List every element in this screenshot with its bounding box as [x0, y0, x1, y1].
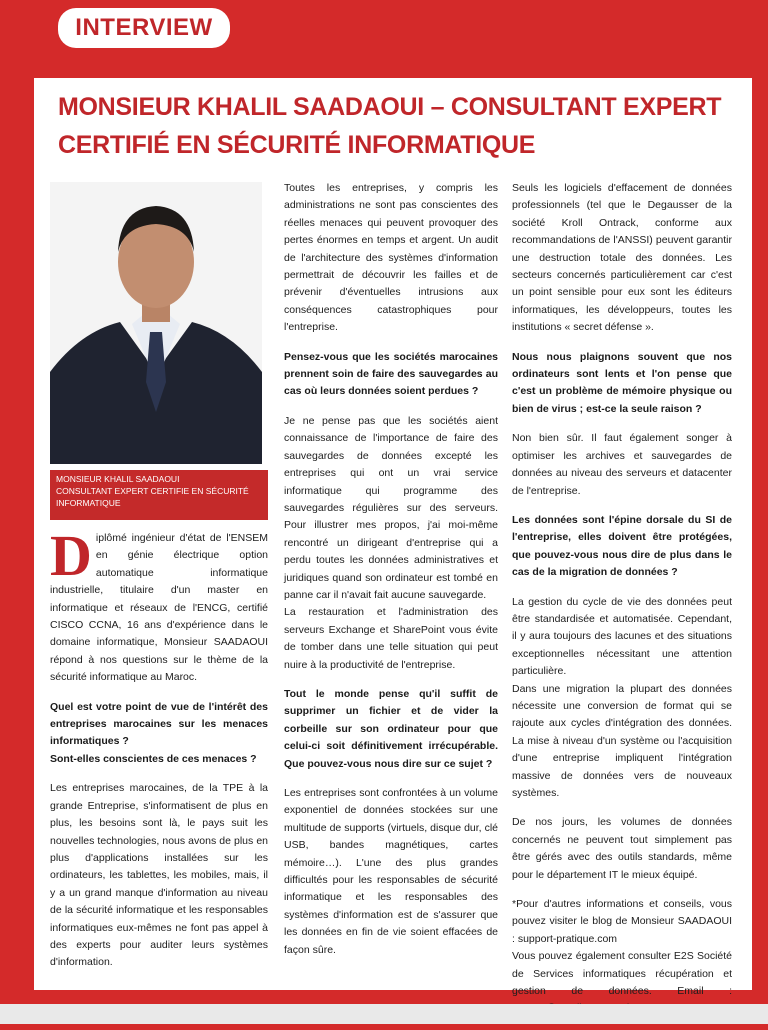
footer-contact: Vous pouvez également consulter E2S Société de Services informatiques récupération et gestion de données. Email :: [512, 950, 732, 998]
question-4: Nous nous plaignons souvent que nos ordinateurs sont lents et l'on pense que c'est un problème de mémoire physique ou bien de virus ; est-ce la seule raison ?: [512, 350, 732, 415]
column-3: [512, 180, 732, 1030]
answer-5b: Dans une migration la plupart des données nécessite une conversion de format qui se rajoute aux cycles d'intégration des données. La mise à niveau d'un système ou l'acquisition d'une entreprise impliquent l'intégration massive de données vers de nouveaux systèmes.: [512, 682, 732, 799]
section-tab: [58, 8, 230, 48]
question-2: Pensez-vous que les sociétés marocaines prennent soin de faire des sauvegardes au cas où leurs données soient perdues ?: [284, 350, 498, 398]
answer-1: Les entreprises marocaines, de la TPE à la grande Entreprise, s'informatisent de plus en plus, les besoins sont là, le pays suit les nouvelles technologies, nous avons de plus en plus d'applications installées sur les ordinateurs, les tablettes, les mobiles, mais, il y a un grand manque d'information au niveau de la sécurité informatique et les responsables informatiques eux-mêmes ne font pas appel à des experts pour auditer leurs systèmes d'information.: [50, 782, 268, 969]
question-1b: Sont-elles conscientes de ces menaces ?: [50, 752, 257, 765]
intro-paragraph: [50, 523, 268, 687]
answer-5: La gestion du cycle de vie des données peut être standardisée et automatisée. Cependant, il y aura toujours des lacunes et des situations exceptionnelles nécessitant une attention particulière.: [512, 595, 732, 678]
column-1: [50, 523, 268, 984]
photo-caption: [50, 470, 268, 520]
answer-4: Non bien sûr. Il faut également songer à optimiser les archives et sauvegardes de données au niveau des serveurs et datacenter de l'entreprise.: [512, 432, 732, 497]
answer-1b: Toutes les entreprises, y compris les administrations ne sont pas conscientes des réelles menaces qui peuvent provoquer des pertes énormes en temps et argent. Un audit de l'architecture des systèmes d'information permettrait de découvrir les failles et de prévenir d'éventuelles intrusions aux conséquences catastrophiques pour l'entreprise.: [284, 182, 498, 334]
section-tab-label: INTERVIEW: [75, 14, 213, 41]
article-title: [58, 88, 738, 164]
question-5: Les données sont l'épine dorsale du SI de l'entreprise, elles doivent être protégées, que pouvez-vous nous dire de plus dans le cas de la migration de données ?: [512, 513, 732, 579]
portrait-illustration: [50, 182, 262, 464]
answer-3b: Seuls les logiciels d'effacement de données professionnels (tel que le Degausser de la société Kroll Ontrack, conforme aux recommandations de l'ANSSI) peuvent garantir une destruction totale des données. Les secteurs concernés particulièrement car c'est un point sensible pour eux sont les éditeurs informatiques, les développeurs, toutes les institutions « secret défense ».: [512, 182, 732, 334]
answer-2: Je ne pense pas que les sociétés aient connaissance de l'importance de faire des sauvegardes de données excepté les entreprises qui ont un vrai service informatique qui programme des sauvegardes régulières sur des serveurs. Pour illustrer mes propos, j'ai moi-même rencontré un dirigeant d'entreprise qui a perdu toutes les données administratives et juridiques quand son ordinateur est tombé en panne car il n'avait fait aucune sauvegarde.: [284, 414, 498, 601]
article-page: [34, 78, 752, 998]
intro-text: iplômé ingénieur d'état de l'ENSEM en génie électrique option automatique informatique industrielle, titulaire d'un master en informatique et réseaux de l'ENCG, certifié CISCO CCNA, 16 ans d'expérience dans le domaine informatique, Monsieur SAADAOUI répond à nos questions sur le thème de la sécurité informatique au Maroc.: [50, 532, 268, 684]
portrait-photo: [50, 182, 262, 464]
article-title-line2: CERTIFIÉ EN SÉCURITÉ INFORMATIQUE: [58, 131, 536, 159]
column-2: [284, 180, 498, 959]
caption-name: MONSIEUR KHALIL SAADAOUI: [56, 474, 180, 484]
page-bottom-edge: [0, 1004, 768, 1024]
dropcap: D: [50, 523, 92, 588]
footer-note: *Pour d'autres informations et conseils, vous pouvez visiter le blog de Monsieur SAADAOUI : support-pratique.com: [512, 898, 732, 945]
answer-2b: La restauration et l'administration des serveurs Exchange et SharePoint vous évite de tomber dans une telle situation qui peut nuire à la productivité de l'entreprise.: [284, 606, 498, 671]
article-title-line1: MONSIEUR KHALIL SAADAOUI – CONSULTANT EXPERT: [58, 93, 722, 121]
question-3: Tout le monde pense qu'il suffit de supprimer un fichier et de vider la corbeille sur son ordinateur pour que celui-ci soit définitivement irrécupérable. Que pouvez-vous nous dire sur ce sujet ?: [284, 687, 498, 770]
question-1: Quel est votre point de vue de l'intérêt des entreprises marocaines sur les menaces informatiques ?: [50, 700, 268, 748]
answer-5c: De nos jours, les volumes de données concernés ne peuvent tout simplement pas être gérés avec des outils standards, même pour le département IT le mieux équipé.: [512, 816, 732, 881]
caption-role: CONSULTANT EXPERT CERTIFIE EN SÉCURITÉ INFORMATIQUE: [56, 486, 249, 508]
answer-3: Les entreprises sont confrontées à un volume exponentiel de données stockées sur une multitude de supports (virtuels, disque dur, clé USB, bandes magnétiques, cartes mémoire…). L'une des plus grandes difficultés pour les responsables de sécurité informatique et les responsables des systèmes d'information est de s'assurer que les données en fin de vie soient effacées de façon sûre.: [284, 787, 498, 956]
